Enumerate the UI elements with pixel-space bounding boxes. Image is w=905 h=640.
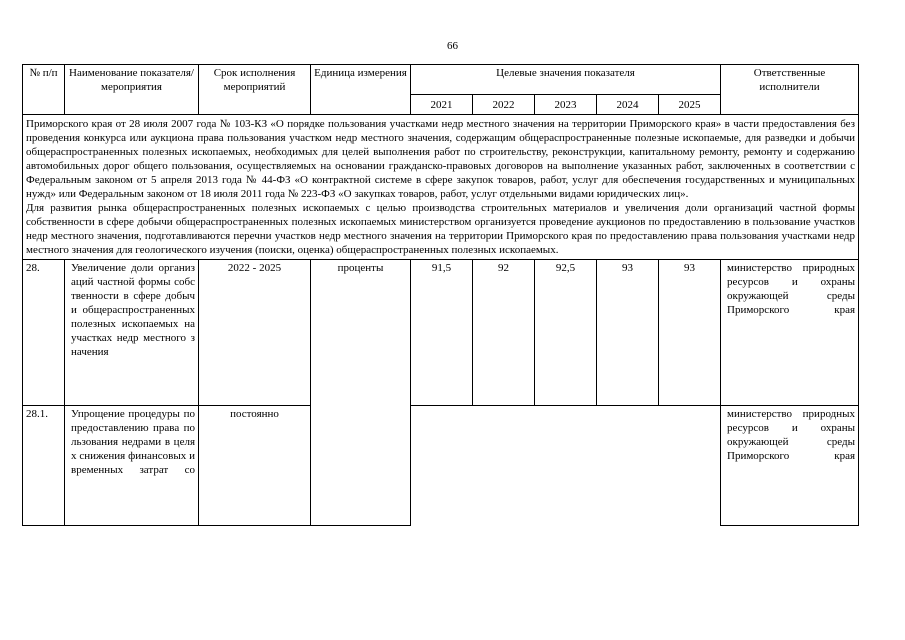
row-value-2022: 92 — [473, 260, 535, 406]
header-year-2024: 2024 — [597, 95, 659, 115]
header-name: Наименование показателя/мероприятия — [65, 65, 199, 115]
row-num: 28.1. — [23, 406, 65, 526]
table-row — [23, 260, 859, 406]
header-num: № п/п — [23, 65, 65, 115]
header-targets: Целевые значения показателя — [411, 65, 721, 95]
row-value-2023: 92,5 — [535, 260, 597, 406]
header-year-2023: 2023 — [535, 95, 597, 115]
row-unit: проценты — [311, 260, 411, 526]
intro-paragraph-1: Приморского края от 28 июля 2007 года № 103-КЗ «О порядке пользования участками недр местного значения на территории Приморского края» в части предоставления без проведения конкурса или аукциона права пользования участком недр местного значения, содержащим общераспространенные полезные ископаемые, для разведки и добычи общераспространенных полезных ископаемых, необходимых для целей выполнения работ по строительству, реконструкции, капитальному ремонту, ремонту и содержанию автомобильных дорог общего пользования, осуществляемых на основании гражданско-правовых договоров на выполнение указанных работ, заключенных в соответствии с Федеральным законом от 5 апреля 2013 года № 44-ФЗ «О контрактной системе в сфере закупок товаров, работ, услуг для обеспечения государственных и муниципальных нужд» или Федеральным законом от 18 июля 2011 года № 223-ФЗ «О закупках товаров, работ, услуг отдельными видами юридических лиц». — [26, 118, 856, 200]
table-row — [23, 406, 859, 526]
row-num: 28. — [23, 260, 65, 406]
row-deadline: 2022 - 2025 — [199, 260, 311, 406]
header-deadline: Срок исполнения мероприятий — [199, 65, 311, 115]
row-deadline: постоянно — [199, 406, 311, 526]
header-responsible: Ответственные исполнители — [721, 65, 859, 115]
header-year-2025: 2025 — [659, 95, 721, 115]
row-values-empty — [411, 406, 721, 526]
page-number: 66 — [447, 40, 458, 52]
row-name: Увеличение доли организаций частной формы собственности в сфере добычи общераспространенных полезных ископаемых на участках недр местного значения — [65, 260, 199, 406]
header-year-2022: 2022 — [473, 95, 535, 115]
row-value-2025: 93 — [659, 260, 721, 406]
header-year-2021: 2021 — [411, 95, 473, 115]
indicators-table — [22, 64, 859, 526]
row-value-2021: 91,5 — [411, 260, 473, 406]
row-responsible: министерство природных ресурсов и охраны окружающей среды Приморского края — [721, 406, 859, 526]
intro-paragraph-2: Для развития рынка общераспространенных полезных ископаемых с целью производства строительных материалов и увеличения доли организаций частной формы собственности в сфере добычи общераспространенных полезных ископаемых министерством организуется проведение аукционов по предоставлению в пользование участков недр местного значения, подготавливаются перечни участков недр местного значения на территории Приморского края по предоставлению права пользования участками недр местного значения для геологического изучения (поиски, оценка) общераспространенных полезных ископаемых. — [26, 202, 856, 256]
header-unit: Единица измерения — [311, 65, 411, 115]
intro-text — [23, 115, 859, 260]
row-responsible: министерство природных ресурсов и охраны окружающей среды Приморского края — [721, 260, 859, 406]
row-value-2024: 93 — [597, 260, 659, 406]
row-name: Упрощение процедуры по предоставлению права пользования недрами в целях снижения финансовых и временных затрат со — [65, 406, 199, 526]
